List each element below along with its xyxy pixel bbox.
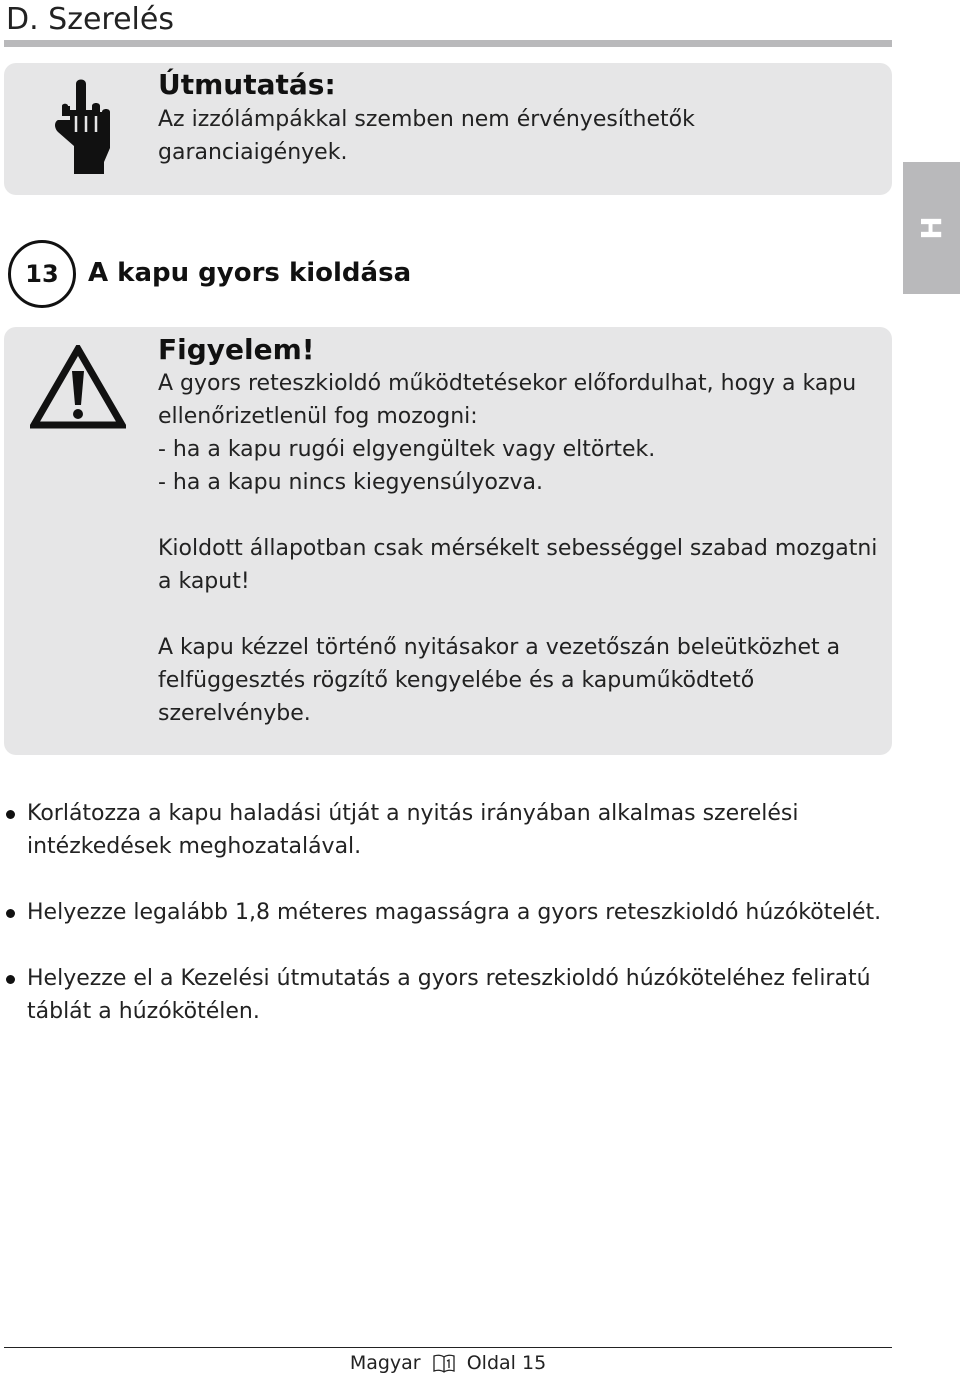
note-text-line: Az izzólámpákkal szemben nem érvényesíthetők garanciaigények.: [158, 107, 695, 165]
warning-line-2: ellenőrizetlenül fog mozogni:: [158, 404, 478, 429]
page-footer: [0, 1350, 896, 1376]
page-title: D. Szerelés: [6, 2, 174, 37]
footer-rule: [4, 1347, 892, 1348]
section-number-badge: 13: [8, 240, 76, 308]
list-item: Helyezze el a Kezelési útmutatás a gyors reteszkioldó húzóköteléhez feliratú táblát a húzókötélen.: [4, 962, 884, 1028]
language-side-tab: [903, 162, 960, 294]
footer-language: Magyar: [349, 1352, 421, 1374]
list-item: Korlátozza a kapu haladási útját a nyitás irányában alkalmas szerelési intézkedések meghozatalával.: [4, 797, 884, 863]
warning-title: Figyelem!: [158, 333, 315, 366]
list-item: Helyezze legalább 1,8 méteres magasságra a gyors reteszkioldó húzókötelét.: [4, 896, 884, 929]
warning-text: [158, 367, 878, 730]
warning-line-4: - ha a kapu nincs kiegyensúlyozva.: [158, 470, 543, 495]
note-text: [158, 103, 878, 169]
book-icon: [433, 1353, 455, 1373]
warning-line-1: A gyors reteszkioldó működtetésekor előfordulhat, hogy a kapu: [158, 371, 857, 396]
side-tab-label: H: [914, 216, 948, 240]
footer-page-number: Oldal 15: [466, 1352, 547, 1374]
warning-line-3: - ha a kapu rugói elgyengültek vagy eltörtek.: [158, 437, 656, 462]
section-title: A kapu gyors kioldása: [88, 258, 412, 288]
note-title: Útmutatás:: [158, 68, 336, 101]
instruction-list: [4, 797, 884, 1061]
warning-paragraph-2: Kioldott állapotban csak mérsékelt sebességgel szabad mozgatni a kaput!: [158, 536, 878, 594]
warning-triangle-icon: [30, 345, 126, 429]
warning-paragraph-3: A kapu kézzel történő nyitásakor a vezetőszán beleütközhet a felfüggesztés rögzítő kengyelébe és a kapuműködtető szerelvénybe.: [158, 635, 841, 726]
header-rule: [4, 40, 892, 47]
pointing-hand-icon: [52, 76, 114, 174]
